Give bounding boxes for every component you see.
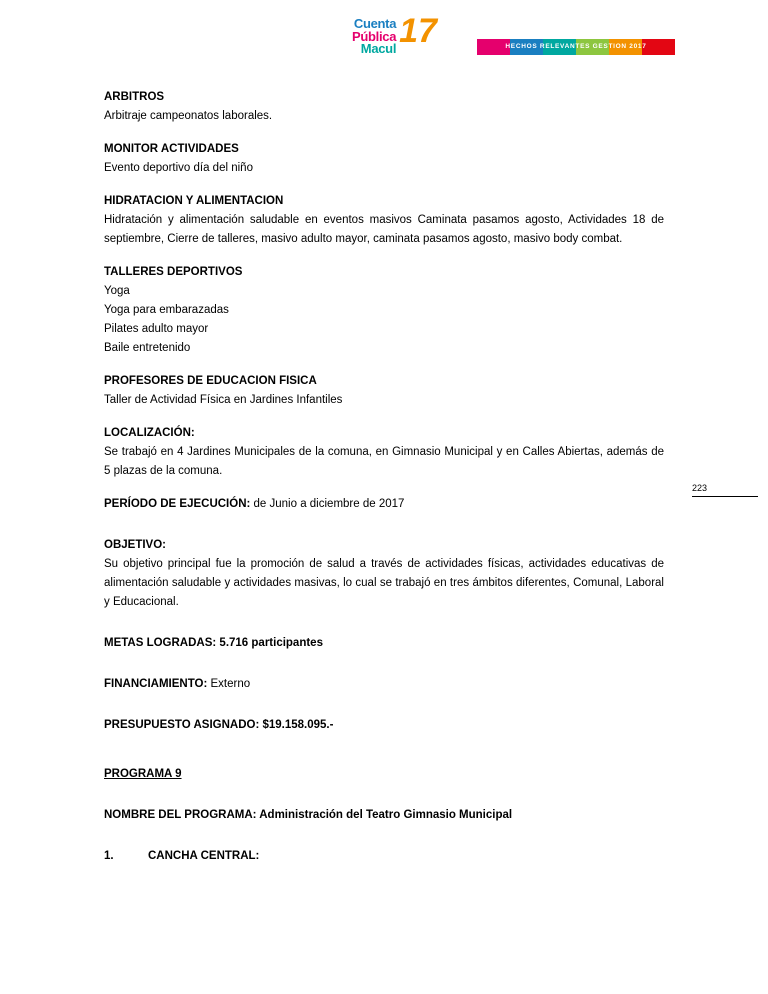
section-heading: TALLERES DEPORTIVOS <box>104 266 243 278</box>
section-profesores-educacion-fisica <box>104 372 664 410</box>
section-monitor-actividades <box>104 140 664 178</box>
logo-line-macul: Macul <box>360 41 397 56</box>
page-number-rule <box>692 496 758 497</box>
metric-label: METAS LOGRADAS: 5.716 participantes <box>104 637 323 649</box>
metric-row <box>104 675 664 694</box>
field-value: de Junio a diciembre de 2017 <box>250 498 405 510</box>
metric-financiamiento <box>104 675 664 694</box>
document-header <box>0 12 768 68</box>
section-hidratacion-alimentacion <box>104 192 664 249</box>
metric-presupuesto-asignado <box>104 716 664 735</box>
logo-line-cuenta: Cuenta <box>353 16 397 31</box>
field-periodo-ejecucion <box>104 495 664 514</box>
programa-name-value: Administración del Teatro Gimnasio Municipal <box>256 809 513 821</box>
section-line: Taller de Actividad Física en Jardines Infantiles <box>104 394 343 406</box>
section-body: Se trabajó en 4 Jardines Municipales de la comuna, en Gimnasio Municipal y en Calles Abiertas, además de 5 plazas de la comuna. <box>104 446 664 477</box>
programa-item-number: 1. <box>104 850 114 862</box>
section-body: Hidratación y alimentación saludable en eventos masivos Caminata pasamos agosto, Actividades 18 de septiembre, Cierre de talleres, masivo adulto mayor, caminata pasamos agosto, masivo body combat. <box>104 214 664 245</box>
logo-year-17: 17 <box>399 12 437 50</box>
section-line: Evento deportivo día del niño <box>104 162 253 174</box>
metric-label: PRESUPUESTO ASIGNADO: $19.158.095.- <box>104 719 334 731</box>
field-row <box>104 495 664 514</box>
section-heading: HIDRATACION Y ALIMENTACION <box>104 195 284 207</box>
section-line: Pilates adulto mayor <box>104 323 209 335</box>
section-localizacion <box>104 424 664 481</box>
metric-value: Externo <box>207 678 251 690</box>
programa-name-block <box>104 806 664 825</box>
programa-title: PROGRAMA 9 <box>104 768 182 780</box>
hechos-relevantes-ribbon <box>477 39 675 55</box>
section-objetivo <box>104 536 664 612</box>
section-heading: LOCALIZACIÓN: <box>104 427 195 439</box>
section-line: Yoga <box>104 285 130 297</box>
section-heading: ARBITROS <box>104 91 165 103</box>
section-line: Arbitraje campeonatos laborales. <box>104 110 273 122</box>
programa-name-label: NOMBRE DEL PROGRAMA: <box>104 809 257 821</box>
page-number: 223 <box>692 483 708 493</box>
section-line: Baile entretenido <box>104 342 191 354</box>
programa-item-1 <box>104 847 664 866</box>
section-heading: OBJETIVO: <box>104 539 166 551</box>
section-line: Yoga para embarazadas <box>104 304 229 316</box>
section-heading: PROFESORES DE EDUCACION FISICA <box>104 375 317 387</box>
logo-text-block <box>352 18 396 56</box>
logo-line-publica: Pública <box>352 28 397 44</box>
programa-title-block <box>104 765 664 784</box>
metric-label: FINANCIAMIENTO: <box>104 678 208 690</box>
field-label: PERÍODO DE EJECUCIÓN: <box>104 498 251 510</box>
document-body <box>104 88 664 880</box>
programa-item-label: CANCHA CENTRAL: <box>148 850 260 862</box>
section-arbitros <box>104 88 664 126</box>
cuenta-publica-logo <box>352 12 437 56</box>
ribbon-label: HECHOS RELEVANTES GESTION 2017 <box>505 43 647 50</box>
metric-metas-logradas <box>104 634 664 653</box>
section-talleres-deportivos <box>104 263 664 358</box>
programa-name-row <box>104 806 664 825</box>
section-body: Su objetivo principal fue la promoción de salud a través de actividades físicas, actividades educativas de alimentación saludable y actividades masivas, lo cual se trabajó en tres ámbitos diferentes, Comunal, Laboral y Educacional. <box>104 558 664 608</box>
programa-item-row <box>104 847 664 866</box>
section-heading: MONITOR ACTIVIDADES <box>104 143 239 155</box>
